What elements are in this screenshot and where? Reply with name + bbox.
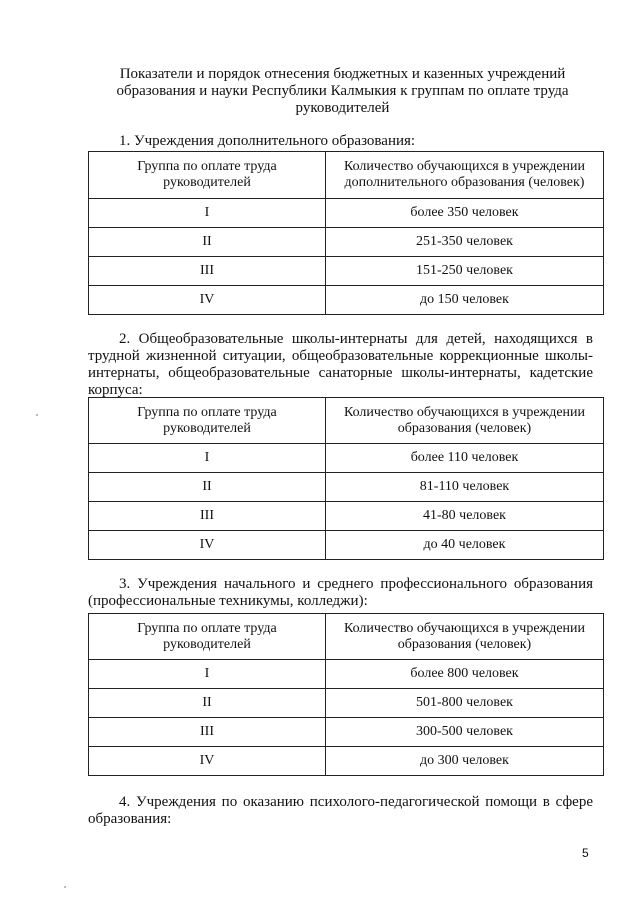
table-row [89, 257, 604, 286]
section-2-heading: 2. Общеобразовательные школы-интернаты для детей, находящихся в трудной жизненной ситуации, общеобразовательные коррекционные школы-интернаты, общеобразовательные санаторные школы-интернаты, кадетские корпуса: [88, 331, 593, 398]
section-1-table [88, 151, 604, 315]
table-row [89, 689, 604, 718]
title-line: руководителей [295, 100, 390, 116]
cell-count: 81-110 человек [326, 473, 604, 502]
table-header-row [89, 614, 604, 660]
table-row [89, 444, 604, 473]
cell-count: до 40 человек [326, 531, 604, 560]
cell-group: II [89, 473, 326, 502]
page-number: 5 [582, 846, 589, 860]
cell-group: I [89, 660, 326, 689]
cell-count: более 800 человек [326, 660, 604, 689]
cell-group: III [89, 257, 326, 286]
table-row [89, 747, 604, 776]
cell-group: IV [89, 747, 326, 776]
section-2-table [88, 397, 604, 560]
cell-group: II [89, 689, 326, 718]
cell-group: III [89, 502, 326, 531]
header-group: Группа по оплате труда руководителей [89, 398, 326, 444]
table-row [89, 531, 604, 560]
table-row [89, 286, 604, 315]
cell-count: более 350 человек [326, 199, 604, 228]
table-row [89, 228, 604, 257]
table-header-row [89, 152, 604, 199]
section-1-heading: 1. Учреждения дополнительного образования: [119, 133, 416, 149]
header-group: Группа по оплате труда руководителей [89, 152, 326, 199]
section-4-heading: 4. Учреждения по оказанию психолого-педагогической помощи в сфере образования: [88, 794, 593, 827]
header-count: Количество обучающихся в учреждении дополнительного образования (человек) [326, 152, 604, 199]
cell-count: 251-350 человек [326, 228, 604, 257]
title-line: образования и науки Республики Калмыкия к группам по оплате труда [116, 83, 569, 99]
table-header-row [89, 398, 604, 444]
table-row [89, 718, 604, 747]
title-line: Показатели и порядок отнесения бюджетных и казенных учреждений [119, 66, 566, 82]
scan-speck [64, 886, 66, 888]
section-3-heading: 3. Учреждения начального и среднего профессионального образования (профессиональные техникумы, колледжи): [88, 576, 593, 609]
scan-speck [36, 414, 38, 416]
header-count: Количество обучающихся в учреждении образования (человек) [326, 398, 604, 444]
cell-count: 501-800 человек [326, 689, 604, 718]
cell-group: II [89, 228, 326, 257]
document-title [90, 66, 595, 117]
header-count: Количество обучающихся в учреждении образования (человек) [326, 614, 604, 660]
cell-group: IV [89, 286, 326, 315]
cell-group: I [89, 199, 326, 228]
cell-count: до 300 человек [326, 747, 604, 776]
cell-count: до 150 человек [326, 286, 604, 315]
cell-count: более 110 человек [326, 444, 604, 473]
table-row [89, 473, 604, 502]
table-row [89, 199, 604, 228]
cell-group: I [89, 444, 326, 473]
cell-group: IV [89, 531, 326, 560]
table-row [89, 660, 604, 689]
cell-count: 41-80 человек [326, 502, 604, 531]
header-group: Группа по оплате труда руководителей [89, 614, 326, 660]
section-3-table [88, 613, 604, 776]
cell-count: 151-250 человек [326, 257, 604, 286]
table-row [89, 502, 604, 531]
cell-count: 300-500 человек [326, 718, 604, 747]
cell-group: III [89, 718, 326, 747]
